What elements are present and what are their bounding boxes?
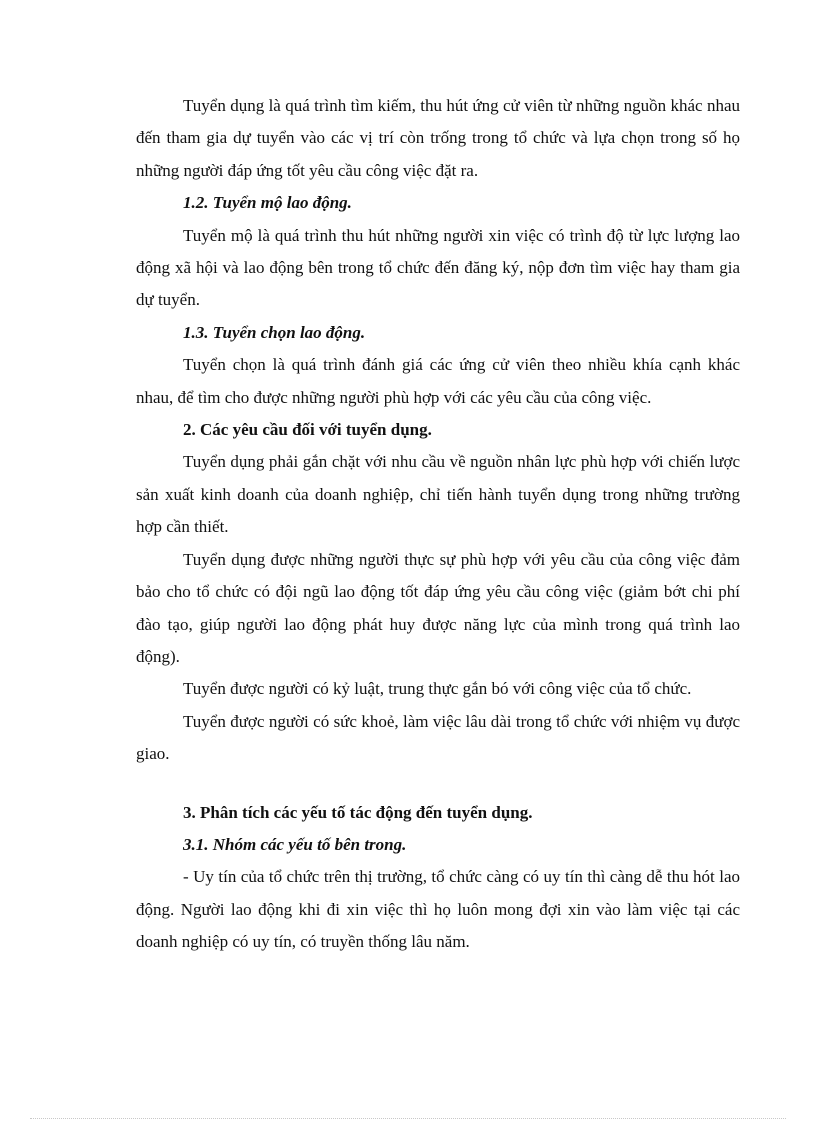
paragraph-requirement-4: Tuyển được người có sức khoẻ, làm việc lâu dài trong tổ chức với nhiệm vụ được giao. [136,711,740,764]
paragraph-requirement-1: Tuyển dụng phải gắn chặt với nhu cầu về nguồn nhân lực phù hợp với chiến lược sản xuất kinh doanh của doanh nghiệp, chỉ tiến hành tuyển dụng trong những trường hợp cần thiết. [136,452,740,537]
heading-1-3: 1.3. Tuyển chọn lao động. [183,322,366,342]
document-body [136,90,740,959]
page-bottom-rule [30,1118,786,1119]
paragraph-internal-factor-reputation: - Uy tín của tổ chức trên thị trường, tổ chức càng có uy tín thì càng dễ thu hót lao động. Người lao động khi đi xin việc thì họ luôn mong đợi xin vào làm việc tại các doanh nghiệp có uy tín, có truyền thống lâu năm. [136,867,740,952]
paragraph-recruitment-definition: Tuyển dụng là quá trình tìm kiếm, thu hút ứng cử viên từ những nguồn khác nhau đến tham gia dự tuyển vào các vị trí còn trống trong tổ chức và lựa chọn trong số họ những người đáp ứng tốt yêu cầu công việc đặt ra. [136,96,740,180]
heading-1-2: 1.2. Tuyển mộ lao động. [183,193,352,213]
paragraph-selection-definition: Tuyển chọn là quá trình đánh giá các ứng cử viên theo nhiều khía cạnh khác nhau, để tìm cho được những người phù hợp với các yêu cầu của công việc. [136,355,740,407]
heading-3: 3. Phân tích các yếu tố tác động đến tuyển dụng. [183,802,533,822]
paragraph-requirement-3: Tuyển được người có kỷ luật, trung thực gắn bó với công việc của tổ chức. [183,679,692,699]
heading-3-1: 3.1. Nhóm các yếu tố bên trong. [183,834,407,854]
section-spacer [136,771,740,797]
paragraph-attraction-definition: Tuyển mộ là quá trình thu hút những người xin việc có trình độ từ lực lượng lao động xã hội và lao động bên trong tổ chức đến đăng ký, nộp đơn tìm việc hay tham gia dự tuyển. [136,225,740,310]
heading-2: 2. Các yêu cầu đối với tuyển dụng. [183,420,432,440]
paragraph-requirement-2: Tuyển dụng được những người thực sự phù hợp với yêu cầu của công việc đảm bảo cho tổ chức có đội ngũ lao động tốt đáp ứng yêu cầu công việc (giảm bớt chi phí đào tạo, giúp người lao động phát huy được năng lực của mình trong quá trình lao động). [136,549,740,666]
